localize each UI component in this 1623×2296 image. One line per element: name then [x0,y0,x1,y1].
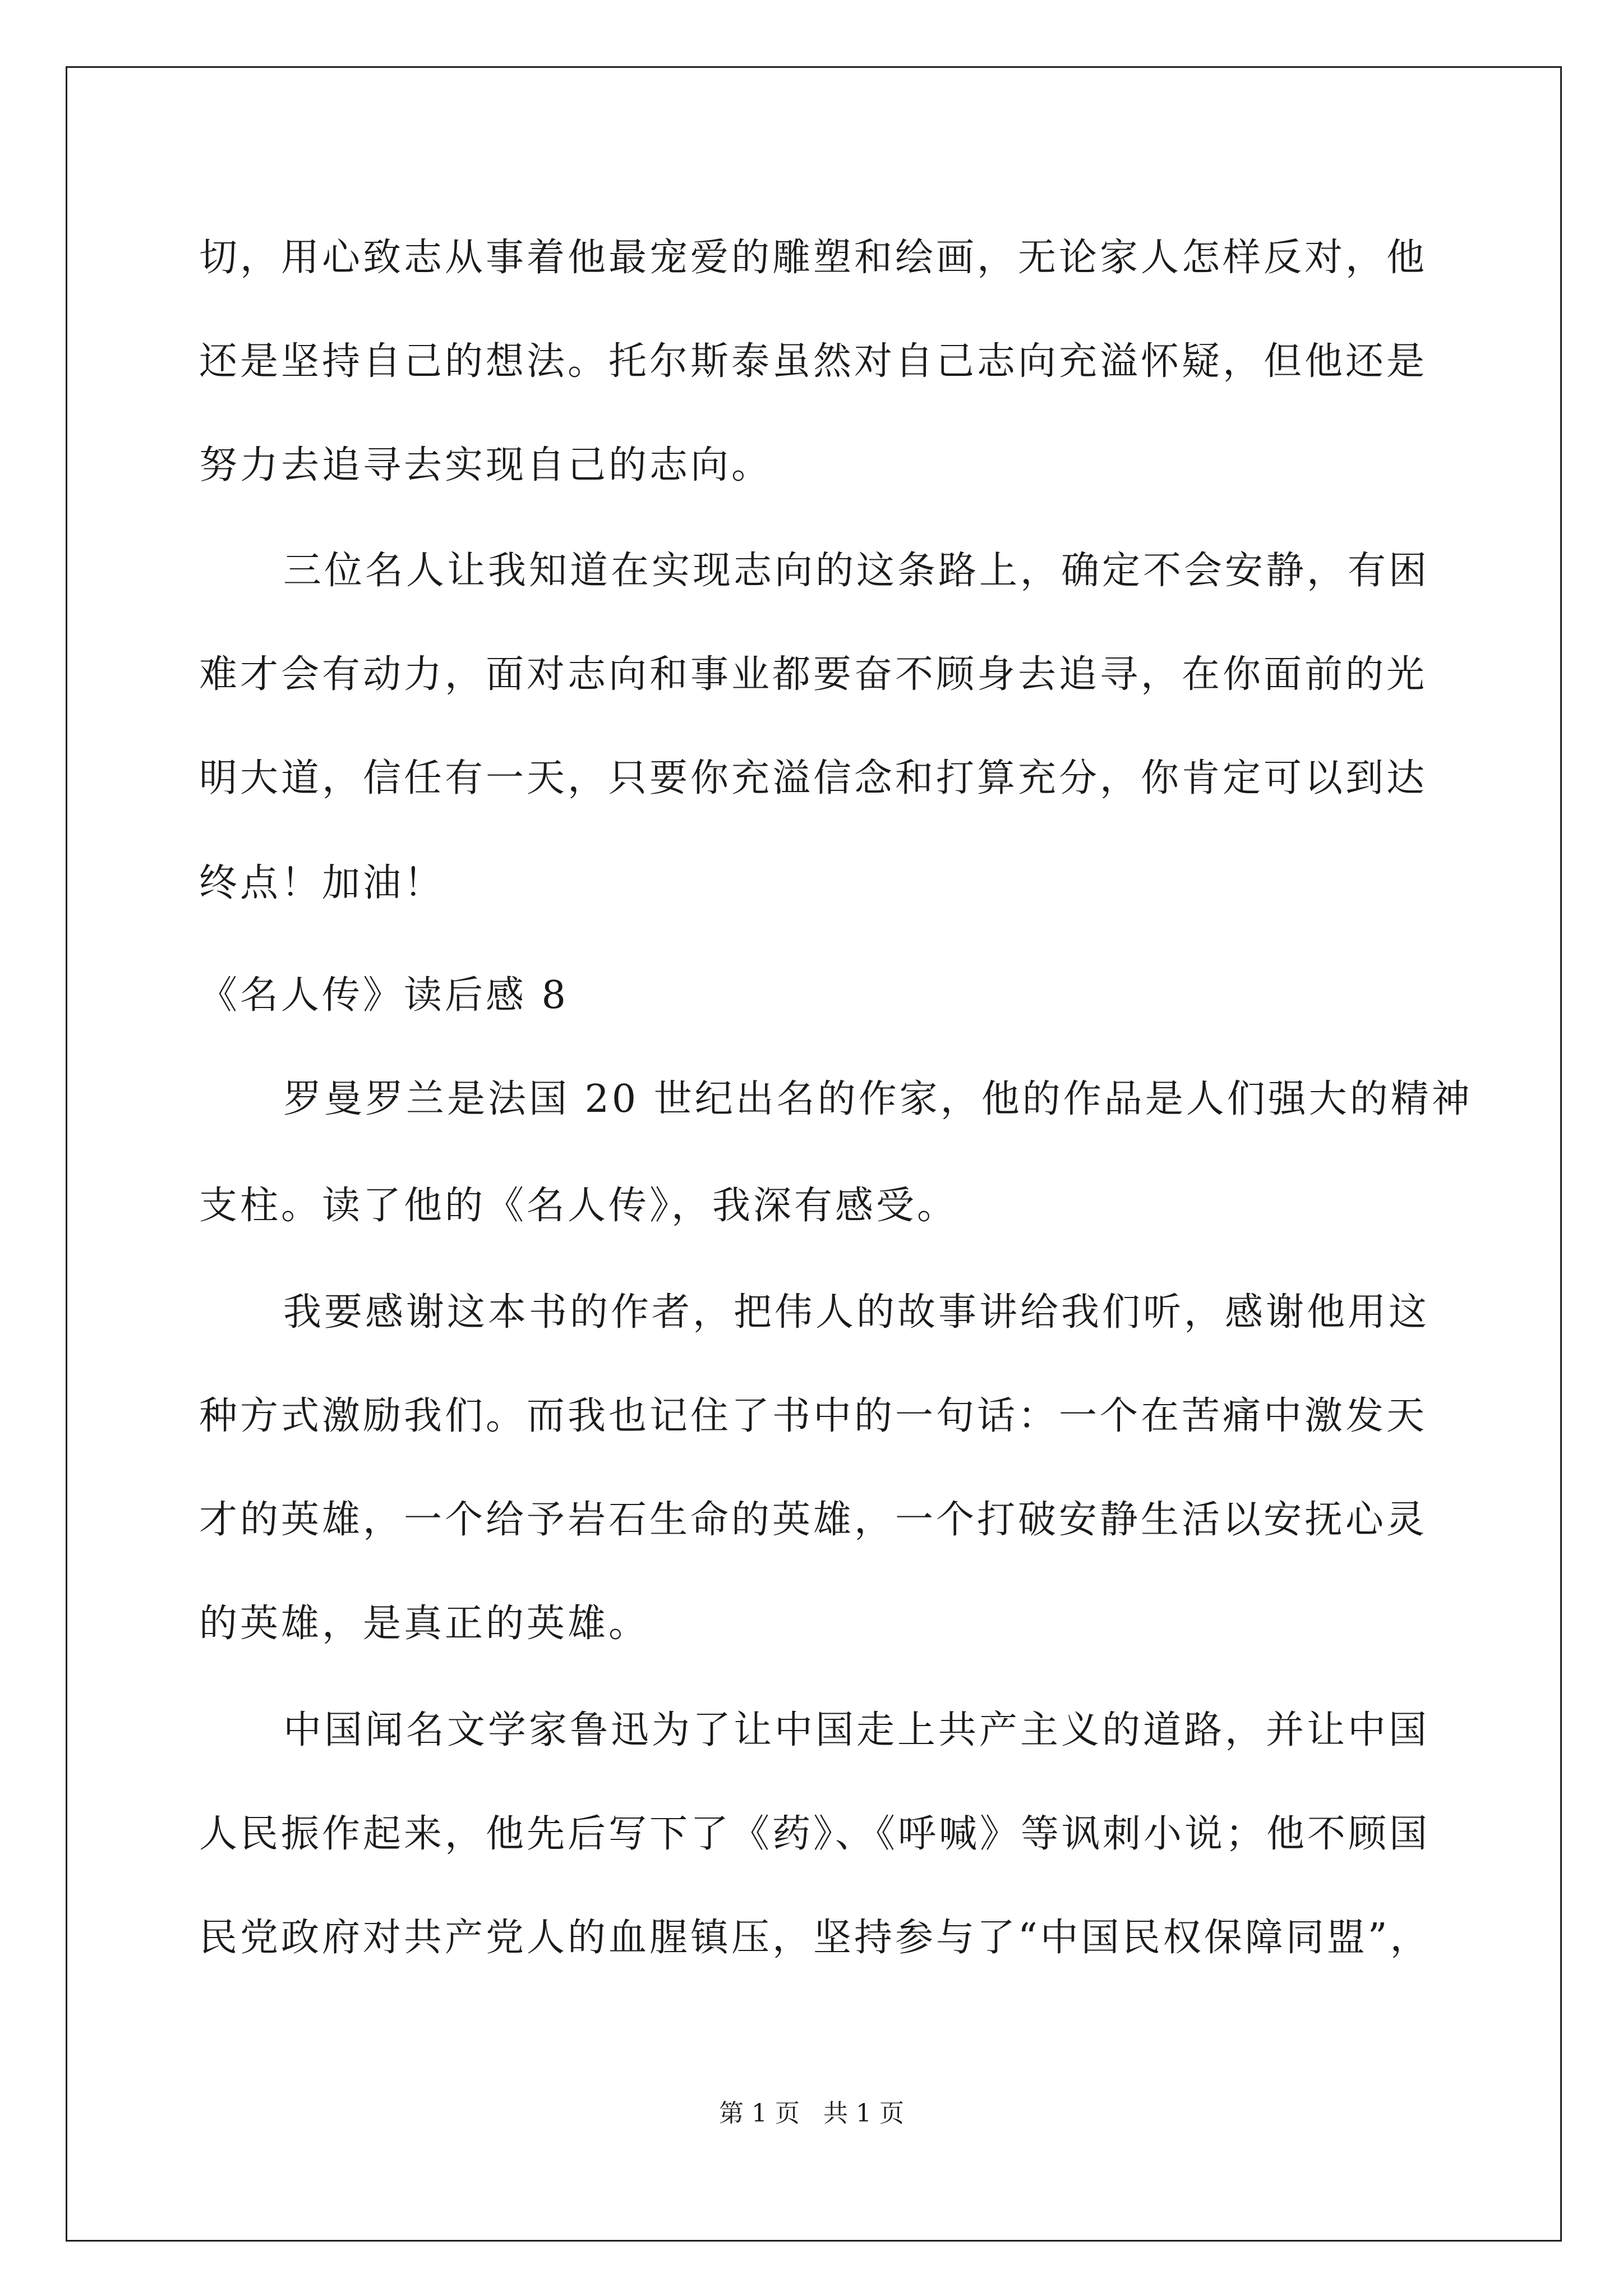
text-line-4: 三位名人让我知道在实现志向的这条路上，确定不会安静，有困 [283,549,1430,593]
text-line-13: 才的英雄，一个给予岩石生命的英雄，一个打破安静生活以安抚心灵 [199,1498,1428,1542]
section-heading: 《名人传》读后感 8 [199,973,569,1018]
text-line-11: 我要感谢这本书的作者，把伟人的故事讲给我们听，感谢他用这 [283,1290,1430,1335]
text-line-16: 人民振作起来，他先后写下了《药》、《呼喊》等讽刺小说；他不顾国 [199,1812,1431,1856]
text-line-15: 中国闻名文学家鲁迅为了让中国走上共产主义的道路，并让中国 [283,1708,1430,1752]
text-line-10: 支柱。读了他的《名人传》，我深有感受。 [199,1184,958,1228]
text-line-17: 民党政府对共产党人的血腥镇压，坚持参与了“中国民权保障同盟”， [199,1916,1431,1960]
text-line-2: 还是坚持自己的想法。托尔斯泰虽然对自己志向充溢怀疑，但他还是 [199,339,1428,384]
page-number-current: 第 1 页 [719,2099,800,2128]
text-line-1: 切，用心致志从事着他最宠爱的雕塑和绘画，无论家人怎样反对，他 [199,236,1428,280]
text-line-3: 努力去追寻去实现自己的志向。 [199,443,773,487]
text-line-9: 罗曼罗兰是法国 20 世纪出名的作家，他的作品是人们强大的精神 [283,1077,1473,1121]
text-line-5: 难才会有动力，面对志向和事业都要奋不顾身去追寻，在你面前的光 [199,652,1428,697]
text-line-14: 的英雄，是真正的英雄。 [199,1602,650,1646]
page-number-total: 共 1 页 [823,2099,904,2128]
text-line-6: 明大道，信任有一天，只要你充溢信念和打算充分，你肯定可以到达 [199,756,1428,800]
page-footer [0,2098,1623,2129]
text-line-12: 种方式激励我们。而我也记住了书中的一句话：一个在苦痛中激发天 [199,1394,1428,1438]
text-line-7: 终点！加油！ [199,861,445,905]
